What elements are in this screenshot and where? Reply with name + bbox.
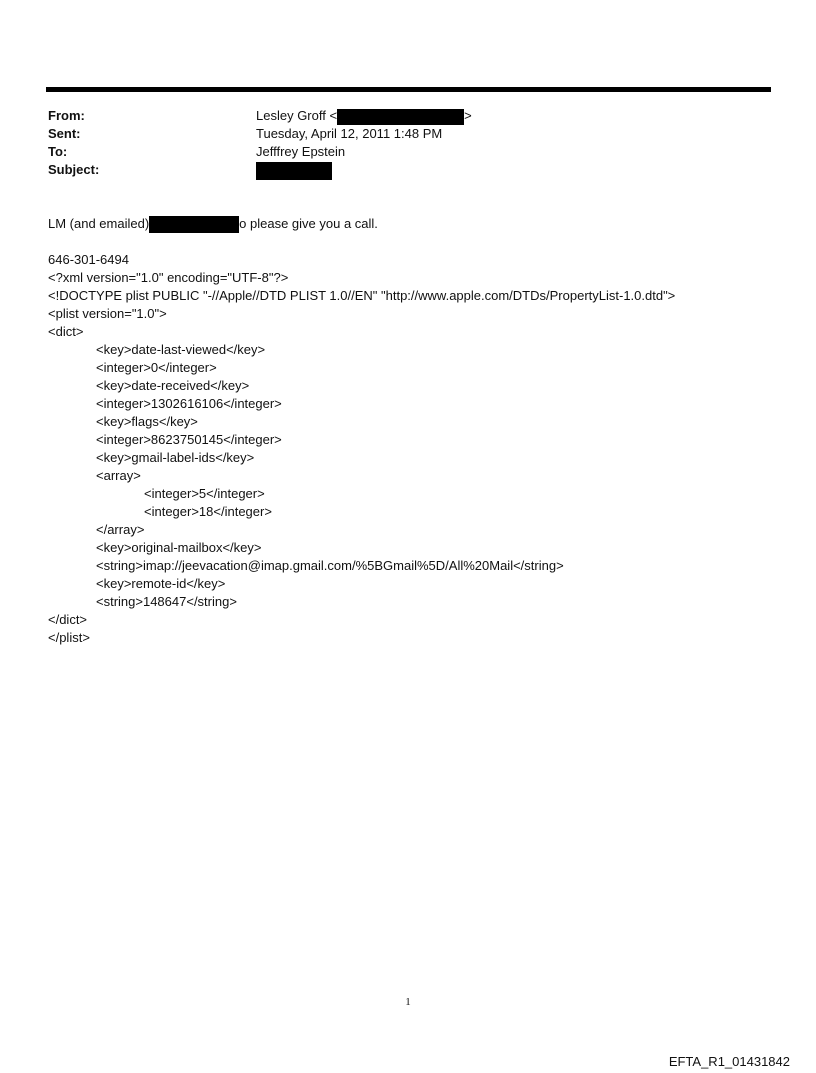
to-label: To: [48, 144, 68, 159]
plist-line: <key>remote-id</key> [96, 576, 226, 591]
plist-line: <plist version="1.0"> [48, 306, 167, 321]
redacted-email-address [337, 109, 464, 125]
sent-value: Tuesday, April 12, 2011 1:48 PM [256, 126, 443, 141]
message-line [48, 215, 788, 233]
header-divider [46, 87, 771, 92]
message-prefix: LM (and emailed) [48, 216, 150, 231]
plist-line: <key>date-last-viewed</key> [96, 342, 266, 357]
phone-number: 646-301-6494 [48, 252, 129, 267]
plist-line: <integer>18</integer> [144, 504, 272, 519]
plist-line: </plist> [48, 630, 90, 645]
email-header [48, 107, 748, 179]
plist-line: <key>date-received</key> [96, 378, 250, 393]
plist-line: <!DOCTYPE plist PUBLIC "-//Apple//DTD PLIST 1.0//EN" "http://www.apple.com/DTDs/PropertyList-1.0.dtd"> [48, 288, 676, 303]
plist-line: </dict> [48, 612, 88, 627]
plist-line: <string>imap://jeevacation@imap.gmail.com/%5BGmail%5D/All%20Mail</string> [96, 558, 564, 573]
from-value [256, 107, 472, 125]
plist-line: <key>flags</key> [96, 414, 198, 429]
email-body [48, 215, 788, 269]
message-suffix: o please give you a call. [239, 216, 378, 231]
to-value: Jefffrey Epstein [256, 144, 346, 159]
subject-value [256, 161, 332, 180]
sender-close-bracket: > [464, 108, 472, 123]
plist-line: <key>original-mailbox</key> [96, 540, 262, 555]
sender-name: Lesley Groff < [256, 108, 338, 123]
redacted-name [149, 216, 239, 233]
sent-label: Sent: [48, 126, 81, 141]
sent-row [48, 125, 748, 143]
plist-line: <integer>0</integer> [96, 360, 217, 375]
plist-line: <array> [96, 468, 141, 483]
plist-line: <dict> [48, 324, 84, 339]
subject-row [48, 161, 748, 179]
blank-line [48, 233, 788, 251]
plist-line: <integer>1302616106</integer> [96, 396, 282, 411]
subject-label: Subject: [48, 162, 100, 177]
from-label: From: [48, 108, 85, 123]
plist-line: </array> [96, 522, 145, 537]
plist-line: <integer>5</integer> [144, 486, 265, 501]
to-row [48, 143, 748, 161]
plist-content [48, 269, 788, 647]
document-id: EFTA_R1_01431842 [668, 1054, 790, 1069]
plist-line: <?xml version="1.0" encoding="UTF-8"?> [48, 270, 289, 285]
page-number: 1 [405, 996, 411, 1008]
from-row [48, 107, 748, 125]
plist-line: <key>gmail-label-ids</key> [96, 450, 255, 465]
redacted-subject [256, 162, 332, 180]
plist-line: <integer>8623750145</integer> [96, 432, 282, 447]
plist-line: <string>148647</string> [96, 594, 237, 609]
